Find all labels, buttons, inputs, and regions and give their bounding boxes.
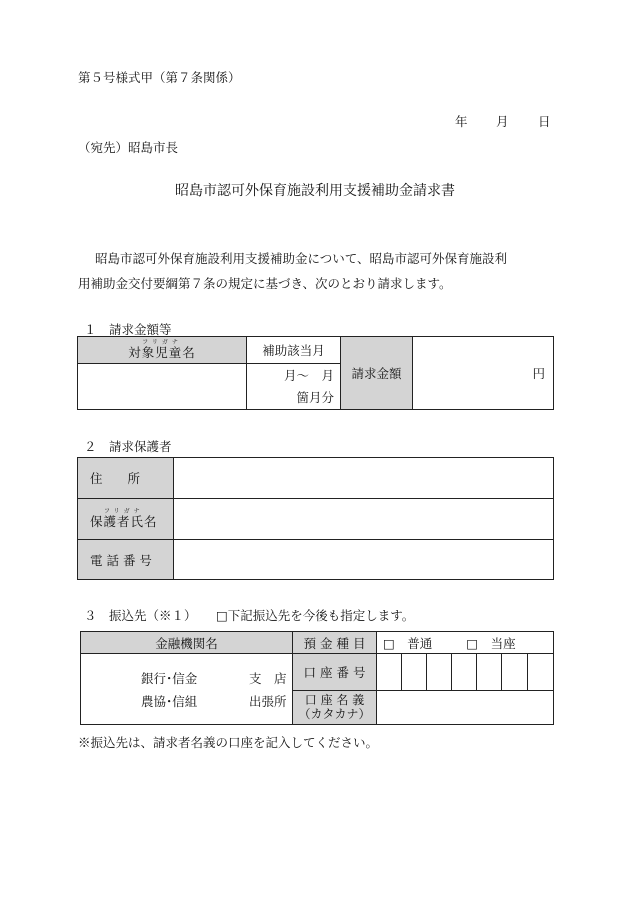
account-digit-4[interactable] [452,654,477,691]
period-range: 月～ 月 [283,367,334,383]
bank-header: 金融機関名 [81,632,293,654]
account-name-label: 口 座 名 義 [304,693,365,708]
body-line-2: 用補助金交付要綱第７条の規定に基づき、次のとおり請求します。 [78,276,452,291]
account-digit-7[interactable] [528,654,554,691]
branch-2: 出張所 [249,694,287,709]
address-field[interactable] [174,458,554,499]
child-name-ruby: フリガナ [142,339,182,347]
addressee: （宛先）昭島市長 [78,140,179,155]
account-name-header [293,690,377,725]
option-checking[interactable]: □ 当座 [466,635,516,651]
section2-heading: ２ 請求保護者 [84,439,172,454]
guardian-name-header [78,499,174,540]
child-name-field[interactable] [78,364,247,410]
section1-heading: １ 請求金額等 [84,322,172,337]
phone-field[interactable] [174,540,554,580]
account-name-field[interactable] [377,690,554,725]
deposit-type-label: 預 金 種 目 [293,632,377,654]
amount-label: 請求金額 [341,337,413,410]
months-unit: 箇月分 [296,389,334,405]
date-day: 日 [538,114,551,129]
deposit-type-options [377,632,554,654]
account-number-label: 口 座 番 号 [293,654,377,691]
date-year: 年 [455,114,468,129]
guardian-name-label: 保護者氏名 [90,514,158,530]
form-number: 第５号様式甲（第７条関係） [78,70,241,85]
keep-account-checkbox[interactable]: □下記振込先を今後も指定します。 [216,608,415,623]
page-title: 昭島市認可外保育施設利用支援補助金請求書 [175,183,455,199]
account-digit-1[interactable] [377,654,402,691]
branch-1: 支 店 [249,671,287,686]
guardian-table [77,457,554,580]
amount-field[interactable] [413,337,554,410]
account-digit-5[interactable] [477,654,502,691]
date-month: 月 [496,114,509,129]
guardian-name-field[interactable] [174,499,554,540]
guardian-name-ruby: フリガナ [103,508,144,516]
bank-type-2: 農協･信組 [141,694,198,709]
bank-table [80,631,554,725]
child-name-label: 対象児童名 [128,345,196,361]
option-savings[interactable]: □ 普通 [383,635,433,651]
claim-amount-table [77,336,554,410]
body-line-1: 昭島市認可外保育施設利用支援補助金について、昭島市認可外保育施設利 [95,251,508,266]
footnote: ※振込先は、請求者名義の口座を記入してください。 [78,735,379,750]
account-digit-3[interactable] [427,654,452,691]
phone-label: 電 話 番 号 [78,540,174,580]
bank-name-field[interactable] [81,654,293,725]
account-digit-2[interactable] [402,654,427,691]
account-name-note: （カタカナ） [298,707,371,722]
account-digit-6[interactable] [502,654,528,691]
yen-unit: 円 [532,366,545,381]
address-label: 住 所 [78,458,174,499]
period-label: 補助該当月 [247,337,341,364]
bank-type-1: 銀行･信金 [141,671,198,686]
section3-heading: ３ 振込先（※１） [84,608,197,623]
child-name-header [78,337,247,364]
period-field[interactable] [247,364,341,410]
